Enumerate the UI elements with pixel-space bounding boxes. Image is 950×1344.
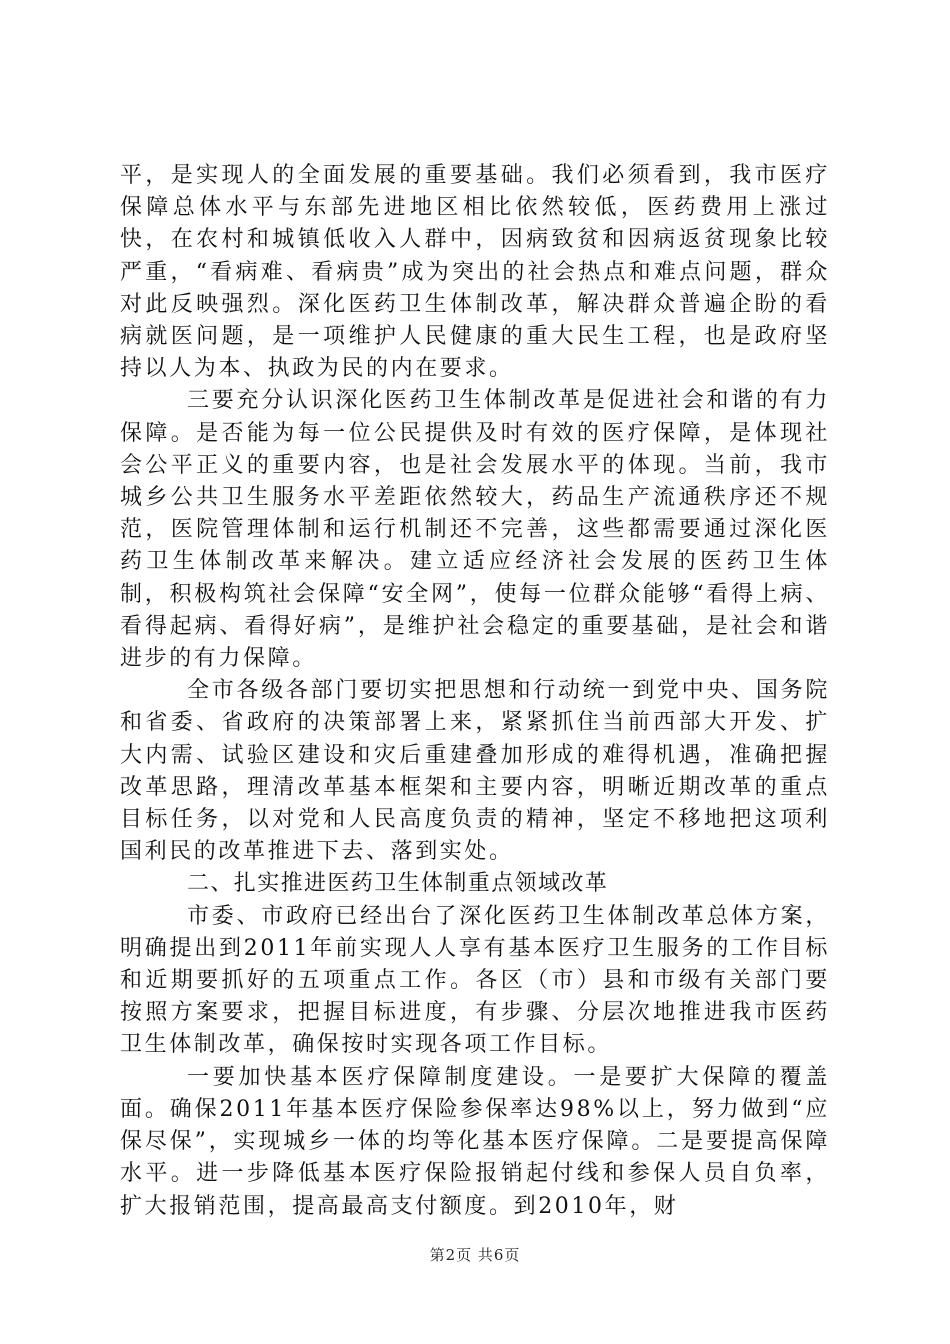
paragraph-1: 平，是实现人的全面发展的重要基础。我们必须看到，我市医疗保障总体水平与东部先进地区相比依然较低，医药费用上涨过快，在农村和城镇低收入人群中，因病致贫和因病返贫现象比较严重，“看病难、看病贵”成为突出的社会热点和难点问题，群众对此反映强烈。深化医药卫生体制改革，解决群众普遍企盼的看病就医问题，是一项维护人民健康的重大民生工程，也是政府坚持以人为本、执政为民的内在要求。 <box>120 163 830 382</box>
page-number-footer: 第2页 共6页 <box>429 1246 521 1264</box>
paragraph-3: 全市各级各部门要切实把思想和行动统一到党中央、国务院和省委、省政府的决策部署上来，紧紧抓住当前西部大开发、扩大内需、试验区建设和灾后重建叠加形成的难得机遇，准确把握改革思路，理清改革基本框架和主要内容，明晰近期改革的重点目标任务，以对党和人民高度负责的精神，坚定不移地把这项利国利民的改革推进下去、落到实处。 <box>120 678 830 865</box>
paragraph-2: 三要充分认识深化医药卫生体制改革是促进社会和谐的有力保障。是否能为每一位公民提供及时有效的医疗保障，是体现社会公平正义的重要内容，也是社会发展水平的体现。当前，我市城乡公共卫生服务水平差距依然较大，药品生产流通秩序还不规范，医院管理体制和运行机制还不完善，这些都需要通过深化医药卫生体制改革来解决。建立适应经济社会发展的医药卫生体制，积极构筑社会保障“安全网”，使每一位群众能够“看得上病、看得起病、看得好病”，是维护社会稳定的重要基础，是社会和谐进步的有力保障。 <box>120 388 830 672</box>
section-heading: 二、扎实推进医药卫生体制重点领域改革 <box>187 871 609 897</box>
paragraph-5: 一要加快基本医疗保障制度建设。一是要扩大保障的覆盖面。确保2011年基本医疗保险参保率达98%以上，努力做到“应保尽保”，实现城乡一体的均等化基本医疗保障。二是要提高保障水平。进一步降低基本医疗保险报销起付线和参保人员自负率，扩大报销范围，提高最高支付额度。到2010年，财 <box>120 1064 830 1219</box>
paragraph-4: 市委、市政府已经出台了深化医药卫生体制改革总体方案，明确提出到2011年前实现人人享有基本医疗卫生服务的工作目标和近期要抓好的五项重点工作。各区（市）县和市级有关部门要按照方案要求，把握目标进度，有步骤、分层次地推进我市医药卫生体制改革，确保按时实现各项工作目标。 <box>120 903 830 1058</box>
document-body <box>120 160 830 1223</box>
